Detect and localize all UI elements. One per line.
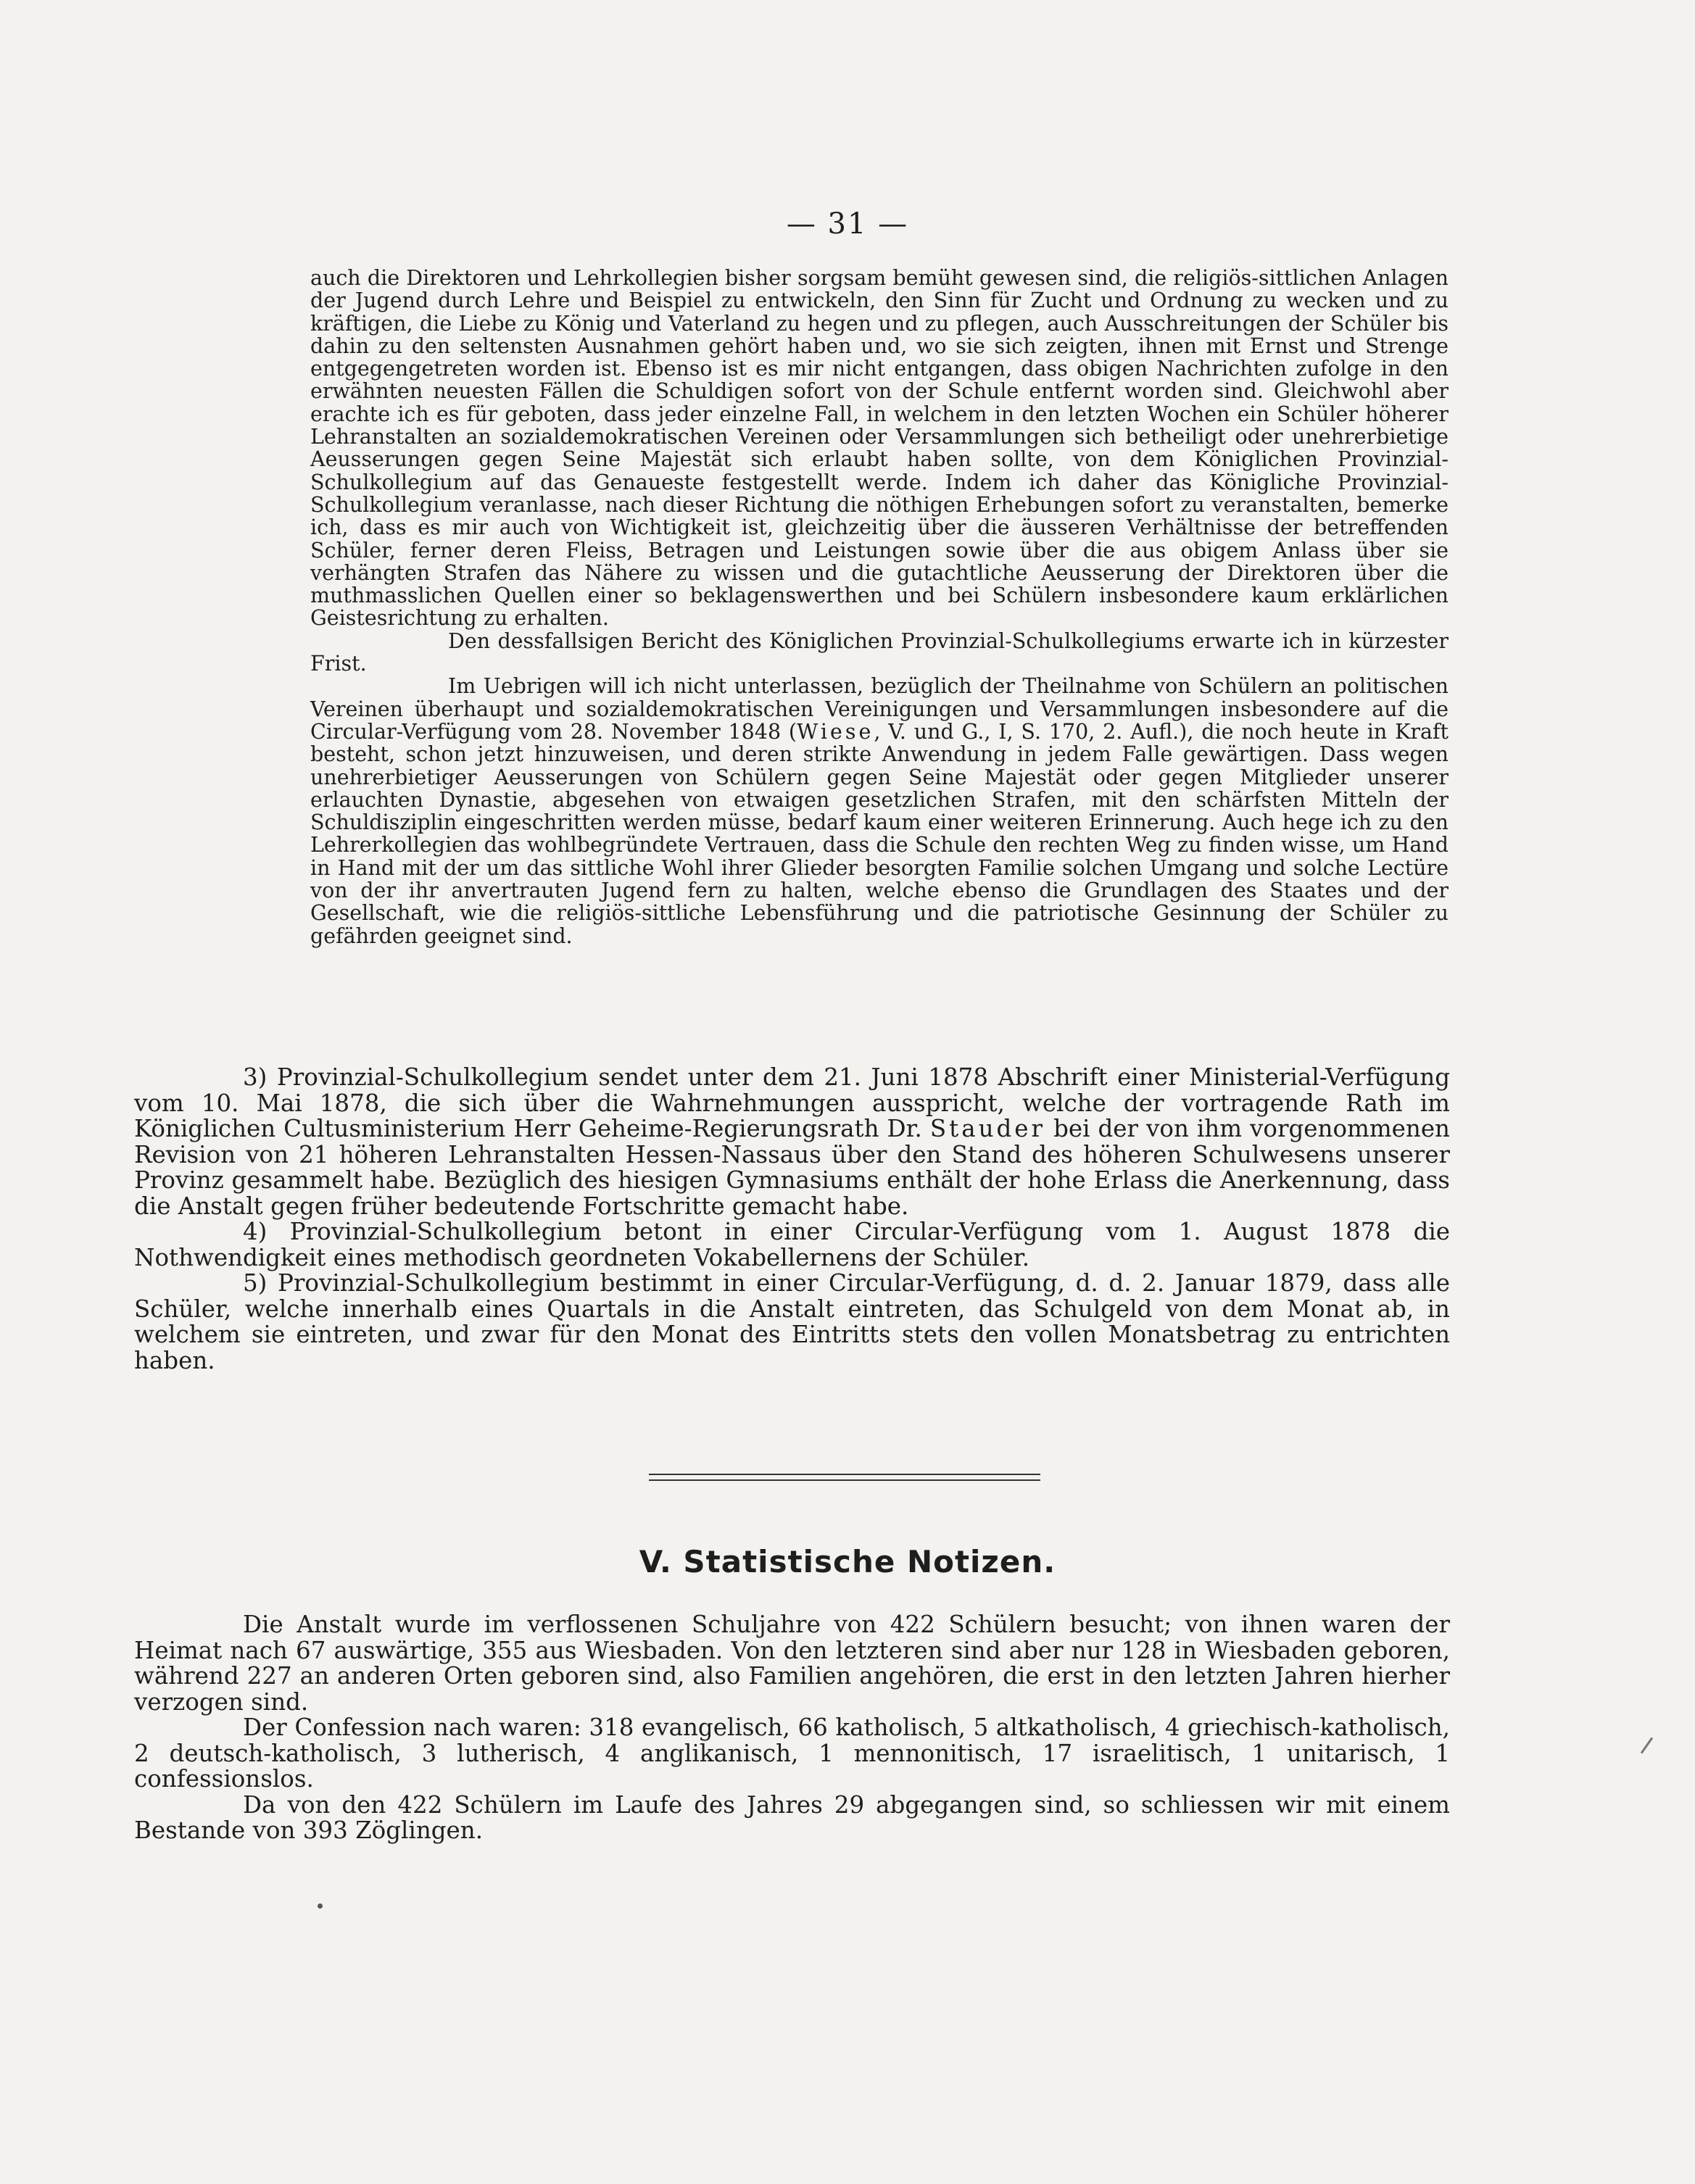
stats-paragraph-3: Da von den 422 Schülern im Laufe des Jahres 29 abgegangen sind, so schliessen wir mit einem Bestande von 393 Zöglingen. <box>134 1790 1450 1844</box>
decree-item-4: 4) Provinzial-Schulkollegium betont in einer Circular-Verfügung vom 1. August 1878 die Nothwendigkeit eines methodisch geordneten Vokabellernens der Schüler. <box>134 1218 1450 1271</box>
person-name: Stauder <box>929 1115 1046 1142</box>
section-divider-line <box>649 1474 1040 1475</box>
decree-item-3: 3) Provinzial-Schulkollegium sendet unter dem 21. Juni 1878 Abschrift einer Ministerial-Verfügung vom 10. Mai 1878, die sich über die Wahrnehmungen ausspricht, welche der vortragende Rath im Königlichen Cultusministerium Herr Geheime-Regierungsrath Dr. Stauder bei der von ihm vorgenommenen Revision von 21 höheren Lehranstalten Hessen-Nassaus über den Stand des höheren Schulwesens unserer Provinz gesammelt habe. Bezüglich des hiesigen Gymnasiums enthält der hohe Erlass die Anerkennung, dass die Anstalt gegen früher bedeutende Fortschritte gemacht habe. <box>134 1063 1450 1220</box>
quote-paragraph-1: auch die Direktoren und Lehrkollegien bisher sorgsam bemüht gewesen sind, die religiös-sittlichen Anlagen der Jugend durch Lehre und Beispiel zu entwickeln, den Sinn für Zucht und Ordnung zu wecken und zu kräftigen, die Liebe zu König und Vaterland zu hegen und zu pflegen, auch Ausschreitungen der Schüler bis dahin zu den seltensten Ausnahmen gehört haben und, wo sie sich zeigten, ihnen mit Ernst und Strenge entgegengetreten worden ist. Ebenso ist es mir nicht entgangen, dass obigen Nachrichten zufolge in den erwähnten neuesten Fällen die Schuldigen sofort von der Schule entfernt worden sind. Gleichwohl aber erachte ich es für geboten, dass jeder einzelne Fall, in welchem in den letzten Wochen ein Schüler höherer Lehranstalten an sozialdemokratischen Vereinen oder Versammlungen sich betheiligt oder unehrerbietige Aeusserungen gegen Seine Majestät sich erlaubt haben sollte, von dem Königlichen Provinzial-Schulkollegium auf das Genaueste festgestellt werde. Indem ich daher das Königliche Provinzial-Schulkollegium veranlasse, nach dieser Richtung die nöthigen Erhebungen sofort zu veranstalten, bemerke ich, dass es mir auch von Wichtigkeit ist, gleichzeitig über die äusseren Verhältnisse der betreffenden Schüler, ferner deren Fleiss, Betragen und Leistungen sowie über die aus obigem Anlass über sie verhängten Strafen das Nähere zu wissen und die gutachtliche Aeusserung der Direktoren über die muthmasslichen Quellen einer so beklagenswerthen und bei Schülern insbesondere kaum erklärlichen Geistesrichtung zu erhalten. <box>310 266 1449 631</box>
decree-item-5: 5) Provinzial-Schulkollegium bestimmt in einer Circular-Verfügung, d. d. 2. Januar 1879, dass alle Schüler, welche innerhalb eines Quartals in die Anstalt eintreten, das Schulgeld von dem Monat ab, in welchem sie eintreten, und zwar für den Monat des Eintritts stets den vollen Monatsbetrag zu entrichten haben. <box>134 1269 1450 1374</box>
stats-paragraph-2: Der Confession nach waren: 318 evangelisch, 66 katholisch, 5 altkatholisch, 4 griechisch-katholisch, 2 deutsch-katholisch, 3 lutherisch, 4 anglikanisch, 1 mennonitisch, 17 israelitisch, 1 unitarisch, 1 confessionslos. <box>134 1714 1450 1793</box>
quote-paragraph-2: Den dessfallsigen Bericht des Königlichen Provinzial-Schulkollegiums erwarte ich in kürzester Frist. <box>310 628 1449 676</box>
author-reference: Wiese <box>797 719 874 744</box>
decree-list <box>134 1065 1450 1374</box>
stats-paragraph-1: Die Anstalt wurde im verflossenen Schuljahre von 422 Schülern besucht; von ihnen waren der Heimat nach 67 auswärtige, 355 aus Wiesbaden. Von den letzteren sind aber nur 128 in Wiesbaden geboren, während 227 an anderen Orten geboren sind, also Familien angehören, die erst in den letzten Jahren hierher verzogen sind. <box>134 1611 1450 1716</box>
section-heading: V. Statistische Notizen. <box>639 1544 1056 1579</box>
ink-tick-mark <box>1641 1737 1653 1753</box>
section-divider-line-lower <box>649 1479 1040 1481</box>
page-number: — 31 — <box>786 207 909 241</box>
quote-paragraph-3: Im Uebrigen will ich nicht unterlassen, bezüglich der Theilnahme von Schülern an politischen Vereinen überhaupt und sozialdemokratischen Vereinigungen und Versammlungen insbesondere auf die Circular-Verfügung vom 28. November 1848 (Wiese, V. und G., I, S. 170, 2. Aufl.), die noch heute in Kraft besteht, schon jetzt hinzuweisen, und deren strikte Anwendung in jedem Falle gewärtigen. Dass wegen unehrerbietiger Aeusserungen von Schülern gegen Seine Majestät oder gegen Mitglieder unserer erlauchten Dynastie, abgesehen von etwaigen gesetzlichen Strafen, mit den schärfsten Mitteln der Schuldisziplin eingeschritten werden müsse, bedarf kaum einer weiteren Erinnerung. Auch hege ich zu den Lehrerkollegien das wohlbegründete Vertrauen, dass die Schule den rechten Weg zu finden wisse, um Hand in Hand mit der um das sittliche Wohl ihrer Glieder besorgten Familie solchen Umgang und solche Lectüre von der ihr anvertrauten Jugend fern zu halten, welche ebenso die Grundlagen des Staates und der Gesellschaft, wie die religiös-sittliche Lebensführung und die patriotische Gesinnung der Schüler zu gefährden geeignet sind. <box>310 674 1449 948</box>
quoted-decree-text <box>310 267 1449 947</box>
ink-dot-mark <box>318 1903 323 1909</box>
statistics-text <box>134 1612 1450 1844</box>
